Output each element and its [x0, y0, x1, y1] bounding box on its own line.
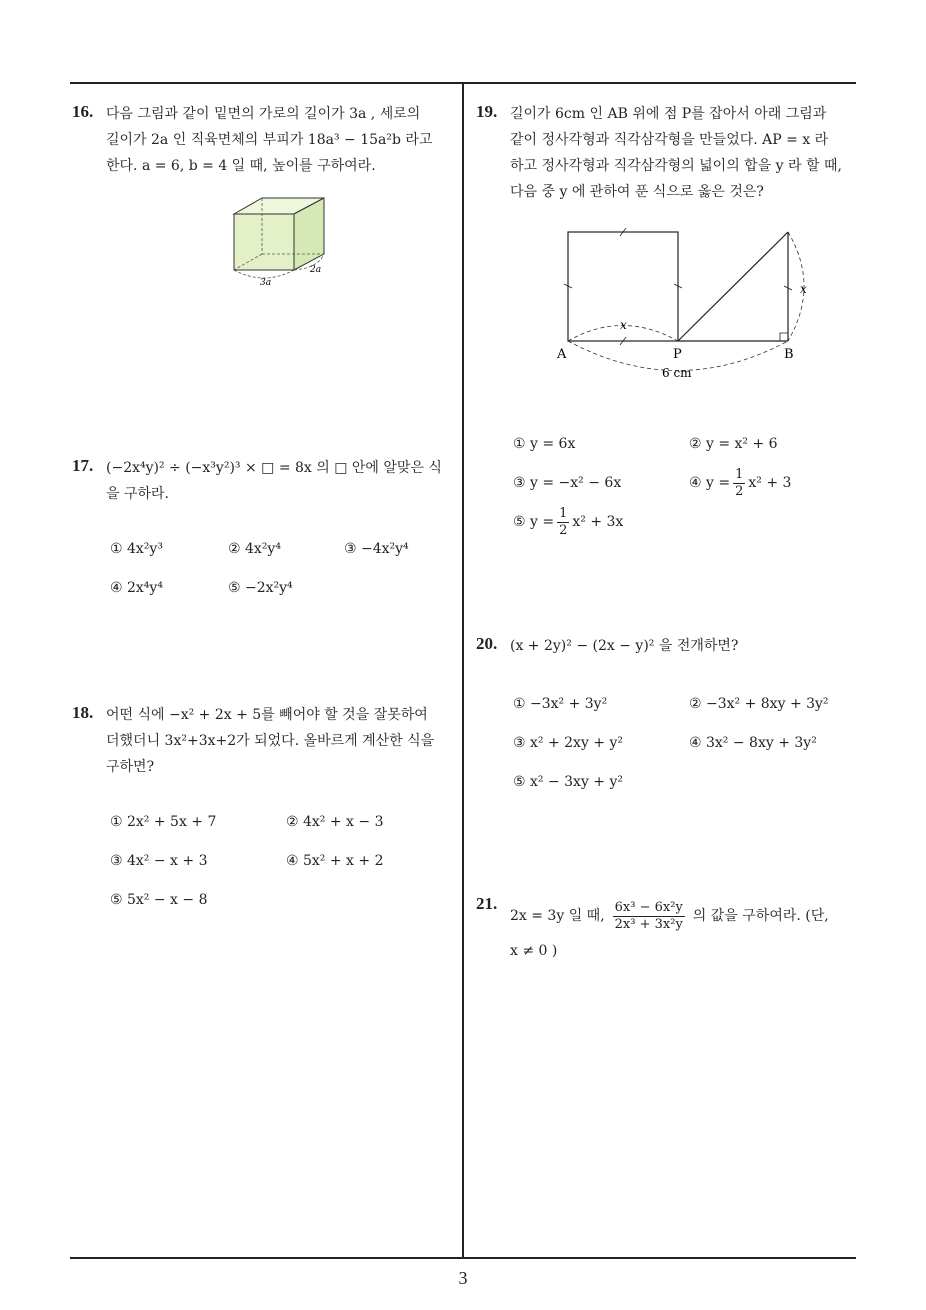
cuboid-label-bottom: 3a: [260, 278, 272, 288]
cuboid-figure: [222, 192, 342, 292]
question-19-choice-3[interactable]: ③ y = −x² − 6x: [513, 475, 622, 491]
cuboid-label-side: 2a: [310, 265, 322, 275]
question-16-line-2: 길이가 2a 인 직육면체의 부피가 18a³ − 15a²b 라고: [106, 132, 433, 148]
question-20-choice-5[interactable]: ⑤ x² − 3xy + y²: [513, 774, 624, 790]
segment-ap-label: x: [620, 318, 627, 332]
question-20-choice-3[interactable]: ③ x² + 2xy + y²: [513, 735, 624, 751]
triangle-side-label: x: [800, 282, 807, 296]
question-19-choice-2[interactable]: ② y = x² + 6: [689, 436, 778, 452]
bottom-rule: [70, 1257, 856, 1259]
question-18-choice-5[interactable]: ⑤ 5x² − x − 8: [110, 892, 208, 908]
question-19-choice-5-mark: ⑤ y =: [513, 514, 555, 530]
point-p-label: P: [673, 347, 682, 362]
question-17-line-1: (−2x⁴y)² ÷ (−x³y²)³ × □ = 8x 의 □ 안에 알맞은 식: [106, 460, 442, 476]
question-17-line-2: 을 구하라.: [106, 486, 169, 502]
question-17-choice-5[interactable]: ⑤ −2x²y⁴: [228, 580, 293, 596]
question-16-number: 16.: [72, 102, 94, 121]
question-19-choice-5-rest: x² + 3x: [572, 514, 624, 530]
question-19-line-2: 같이 정사각형과 직각삼각형을 만들었다. AP = x 라: [510, 132, 829, 148]
question-16-line-1: 다음 그림과 같이 밑면의 가로의 길이가 3a , 세로의: [106, 106, 421, 122]
question-17-choice-3[interactable]: ③ −4x²y⁴: [344, 541, 409, 557]
question-19-choice-4-fraction: $\frac{1}{2}$: [735, 466, 744, 499]
question-19-choice-5-fraction: $\frac{1}{2}$: [559, 505, 568, 538]
question-19-number: 19.: [476, 102, 498, 121]
question-17-number: 17.: [72, 456, 94, 475]
point-b-label: B: [784, 347, 794, 362]
question-18-number: 18.: [72, 703, 94, 722]
question-21-number: 21.: [476, 894, 498, 913]
question-20-choice-4[interactable]: ④ 3x² − 8xy + 3y²: [689, 735, 817, 751]
question-21-line-2: x ≠ 0 ): [510, 943, 558, 959]
question-19-line-1: 길이가 6cm 인 AB 위에 점 P를 잡아서 아래 그림과: [510, 106, 827, 122]
question-16-line-3: 한다. a = 6, b = 4 일 때, 높이를 구하여라.: [106, 158, 376, 174]
question-19-choice-1[interactable]: ① y = 6x: [513, 436, 576, 452]
segment-ab-label: 6 cm: [662, 366, 692, 380]
question-18-choice-3[interactable]: ③ 4x² − x + 3: [110, 853, 208, 869]
question-19-choice-4-mark: ④ y =: [689, 475, 731, 491]
question-21-fraction: $\frac{\text{6x³ − 6x²y}}{\text{2x³ + 3x²y}}$: [614, 899, 683, 932]
column-divider: [462, 82, 464, 1258]
question-18-choice-2[interactable]: ② 4x² + x − 3: [286, 814, 384, 830]
question-20-number: 20.: [476, 634, 498, 653]
question-17-choice-1[interactable]: ① 4x²y³: [110, 541, 163, 557]
question-21-line-1: [510, 896, 829, 936]
question-19-line-3: 하고 정사각형과 직각삼각형의 넓이의 합을 y 라 할 때,: [510, 158, 842, 174]
question-20-choice-2[interactable]: ② −3x² + 8xy + 3y²: [689, 696, 829, 712]
question-20-line: (x + 2y)² − (2x − y)² 을 전개하면?: [510, 638, 739, 654]
question-19-line-4: 다음 중 y 에 관하여 푼 식으로 옳은 것은?: [510, 184, 764, 200]
question-18-line-3: 구하면?: [106, 759, 155, 775]
question-17-choice-4[interactable]: ④ 2x⁴y⁴: [110, 580, 163, 596]
page-number: 3: [458, 1268, 468, 1288]
question-18-line-2: 더했더니 3x²+3x+2가 되었다. 올바르게 계산한 식을: [106, 733, 435, 749]
question-18-choice-1[interactable]: ① 2x² + 5x + 7: [110, 814, 217, 830]
question-18-choice-4[interactable]: ④ 5x² + x + 2: [286, 853, 384, 869]
question-21-pre: 2x = 3y 일 때,: [510, 908, 605, 924]
point-a-label: A: [557, 347, 567, 362]
square-triangle-figure: [552, 222, 822, 387]
question-20-choice-1[interactable]: ① −3x² + 3y²: [513, 696, 608, 712]
question-17-choice-2[interactable]: ② 4x²y⁴: [228, 541, 281, 557]
question-19-choice-4[interactable]: [689, 463, 791, 503]
question-21-post: 의 값을 구하여라. (단,: [692, 908, 829, 924]
question-19-choice-5[interactable]: [513, 502, 623, 542]
question-18-line-1: 어떤 식에 −x² + 2x + 5를 빼어야 할 것을 잘못하여: [106, 707, 428, 723]
question-19-choice-4-rest: x² + 3: [748, 475, 792, 491]
